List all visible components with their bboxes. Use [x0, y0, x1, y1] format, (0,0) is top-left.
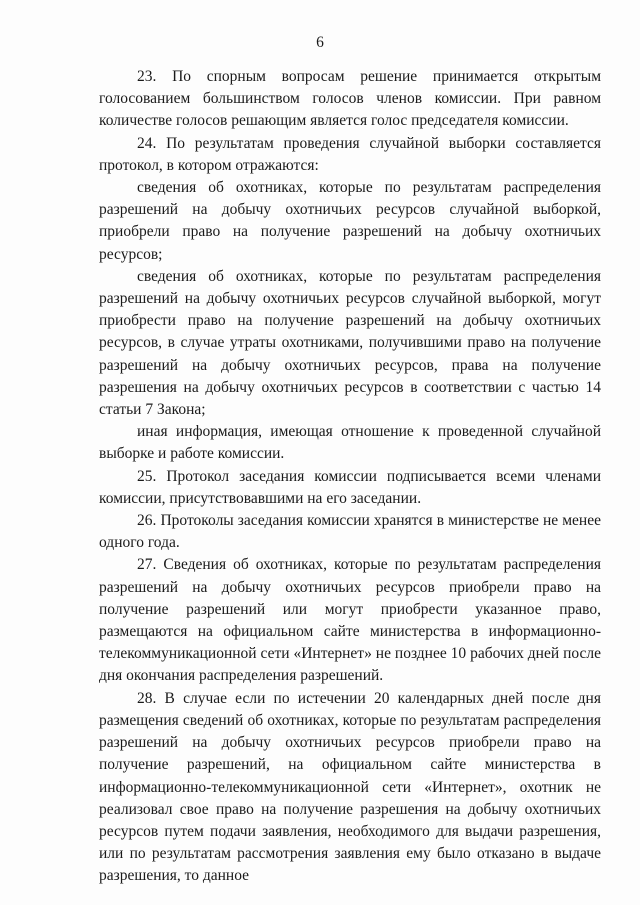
- paragraph-24-item-other-info: иная информация, имеющая отношение к проведенной случайной выборке и работе комиссии.: [99, 423, 601, 463]
- paragraph-23: 23. По спорным вопросам решение принимается открытым голосованием большинством голосов членов комиссии. При равном количестве голосов решающим является голос председателя комиссии.: [99, 68, 601, 130]
- paragraph-27: 27. Сведения об охотниках, которые по результатам распределения разрешений на добычу охотничьих ресурсов приобрели право на получение разрешений или могут приобрести указанное право, размещаются на официальном сайте министерства в информационно-телекоммуникационной сети «Интернет» не позднее 10 рабочих дней после дня окончания распределения разрешений.: [99, 556, 601, 685]
- paragraph-24-item-hunters-may-acquire: сведения об охотниках, которые по результатам распределения разрешений на добычу охотничьих ресурсов случайной выборкой, могут приобрести право на получение разрешений на добычу охотничьих ресурсов, в случае утраты охотниками, получившими право на получение разрешений на добычу охотничьих ресурсов, права на получение разрешения на добычу охотничьих ресурсов в соответствии с частью 14 статьи 7 Закона;: [99, 267, 601, 419]
- paragraph-26: 26. Протоколы заседания комиссии хранятся в министерстве не менее одного года.: [99, 512, 601, 552]
- document-body: [99, 66, 601, 888]
- paragraph-24-item-hunters-acquired: сведения об охотниках, которые по результатам распределения разрешений на добычу охотничьих ресурсов случайной выборкой, приобрели право на получение разрешений на добычу охотничьих ресурсов;: [99, 179, 601, 263]
- paragraph-28: 28. В случае если по истечении 20 календарных дней после дня размещения сведений об охотниках, которые по результатам распределения разрешений на добычу охотничьих ресурсов приобрели право на получение разрешений, на официальном сайте министерства в информационно-телекоммуникационной сети «Интернет», охотник не реализовал свое право на получение разрешения на добычу охотничьих ресурсов путем подачи заявления, необходимого для выдачи разрешения, или по результатам рассмотрения заявления ему было отказано в выдаче разрешения, то данное: [99, 689, 601, 885]
- paragraph-25: 25. Протокол заседания комиссии подписывается всеми членами комиссии, присутствовавшими на его заседании.: [99, 467, 601, 507]
- page-number: 6: [316, 34, 324, 51]
- paragraph-24: 24. По результатам проведения случайной выборки составляется протокол, в котором отражаются:: [99, 134, 601, 174]
